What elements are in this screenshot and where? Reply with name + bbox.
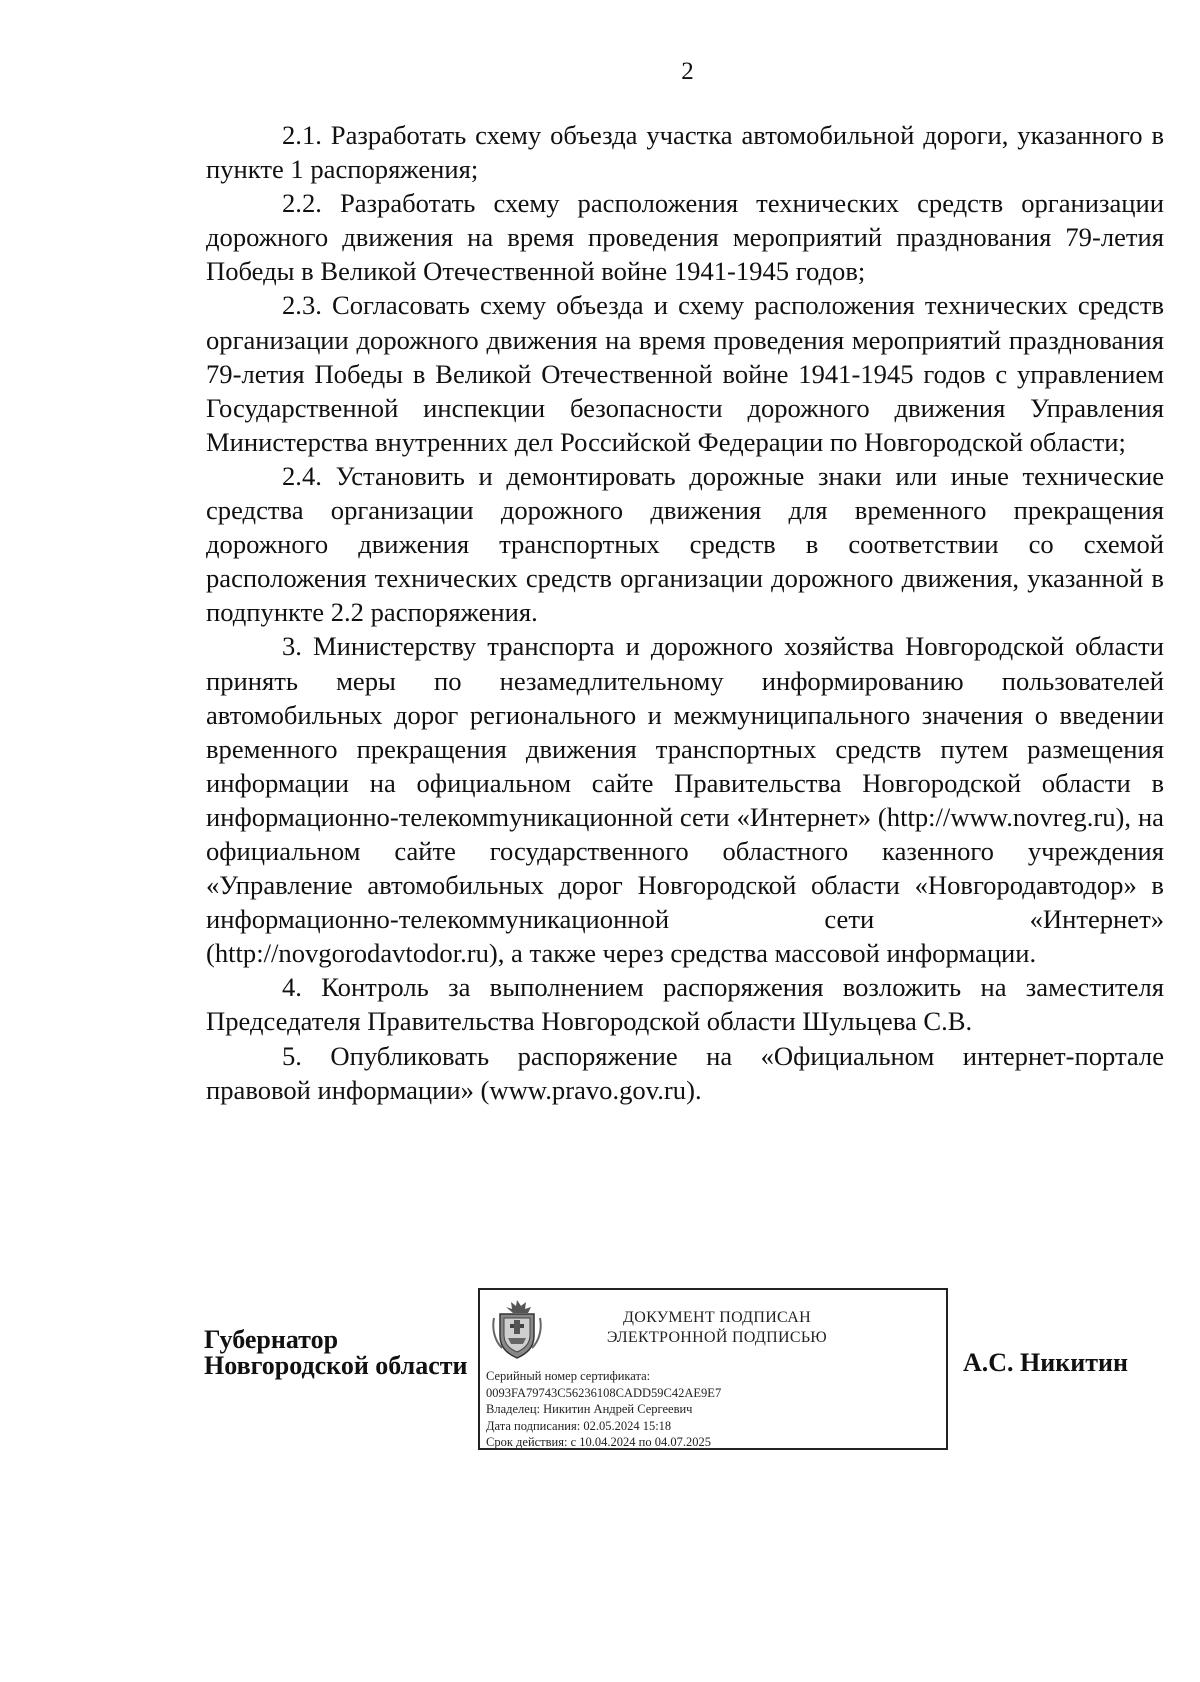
certificate-owner: Владелец: Никитин Андрей Сергеевич [486, 1402, 693, 1416]
coat-of-arms-icon [490, 1298, 544, 1360]
paragraph-2-4: 2.4. Установить и демонтировать дорожные знаки или иные технические средства организации дорожного движения для временного прекращения дорожного движения транспортных средств в соответствии со схемой расположения технических средств организации дорожного движения, указанной в подпункте 2.2 распоряжения. [206, 460, 1164, 628]
page-number: 2 [681, 58, 694, 85]
certificate-number: 0093FA79743C56236108CADD59C42AE9E7 [486, 1385, 722, 1400]
certificate-validity: Срок действия: с 10.04.2024 по 04.07.2025 [486, 1435, 711, 1449]
paragraph-2-1: 2.1. Разработать схему объезда участка автомобильной дороги, указанного в пункте 1 распоряжения; [206, 120, 1164, 185]
paragraph-2-2: 2.2. Разработать схему расположения технических средств организации дорожного движения на время проведения мероприятий празднования 79-летия Победы в Великой Отечественной войне 1941-1945 годов; [206, 188, 1164, 287]
stamp-details [486, 1368, 721, 1451]
signer-title-line-2: Новгородской области [204, 1351, 468, 1380]
electronic-signature-stamp [478, 1288, 948, 1450]
certificate-label: Серийный номер сертификата: [486, 1369, 651, 1383]
paragraph-3: 3. Министерству транспорта и дорожного хозяйства Новгородской области принять меры по незамедлительному информированию пользователей автомобильных дорог регионального и межмуниципального значения о введении временного прекращения движения транспортных средств путем размещения информации на официальном сайте Правительства Новгородской области в информационно-телекомmуникационной сети «Интернет» (http://www.novreg.ru), на официальном сайте государственного областного казенного учреждения «Управление автомобильных дорог Новгородской области «Новгородавтодор» в информационно-телекоммуникационной сети «Интернет» (http://novgorodavtodor.ru), а также через средства массовой информации. [206, 631, 1164, 969]
signer-name: А.С. Никитин [963, 1348, 1128, 1377]
paragraph-5: 5. Опубликовать распоряжение на «Официальном интернет-портале правовой информации» (www.pravo.gov.ru). [206, 1040, 1164, 1105]
stamp-header [552, 1308, 882, 1348]
signer-title-line-1: Губернатор [204, 1325, 339, 1354]
stamp-header-line-1: ДОКУМЕНТ ПОДПИСАН [623, 1309, 811, 1326]
document-body [206, 118, 1164, 1107]
signing-date: Дата подписания: 02.05.2024 15:18 [486, 1418, 672, 1433]
paragraph-2-3: 2.3. Согласовать схему объезда и схему расположения технических средств организации дорожного движения на время проведения мероприятий празднования 79-летия Победы в Великой Отечественной войне 1941-1945 годов с управлением Государственной инспекции безопасности дорожного движения Управления Министерства внутренних дел Российской Федерации по Новгородской области; [206, 290, 1164, 457]
paragraph-4: 4. Контроль за выполнением распоряжения возложить на заместителя Председателя Правительства Новгородской области Шульцева С.В. [206, 972, 1164, 1037]
signer-title [204, 1327, 468, 1379]
stamp-header-line-2: ЭЛЕКТРОННОЙ ПОДПИСЬЮ [606, 1329, 828, 1346]
